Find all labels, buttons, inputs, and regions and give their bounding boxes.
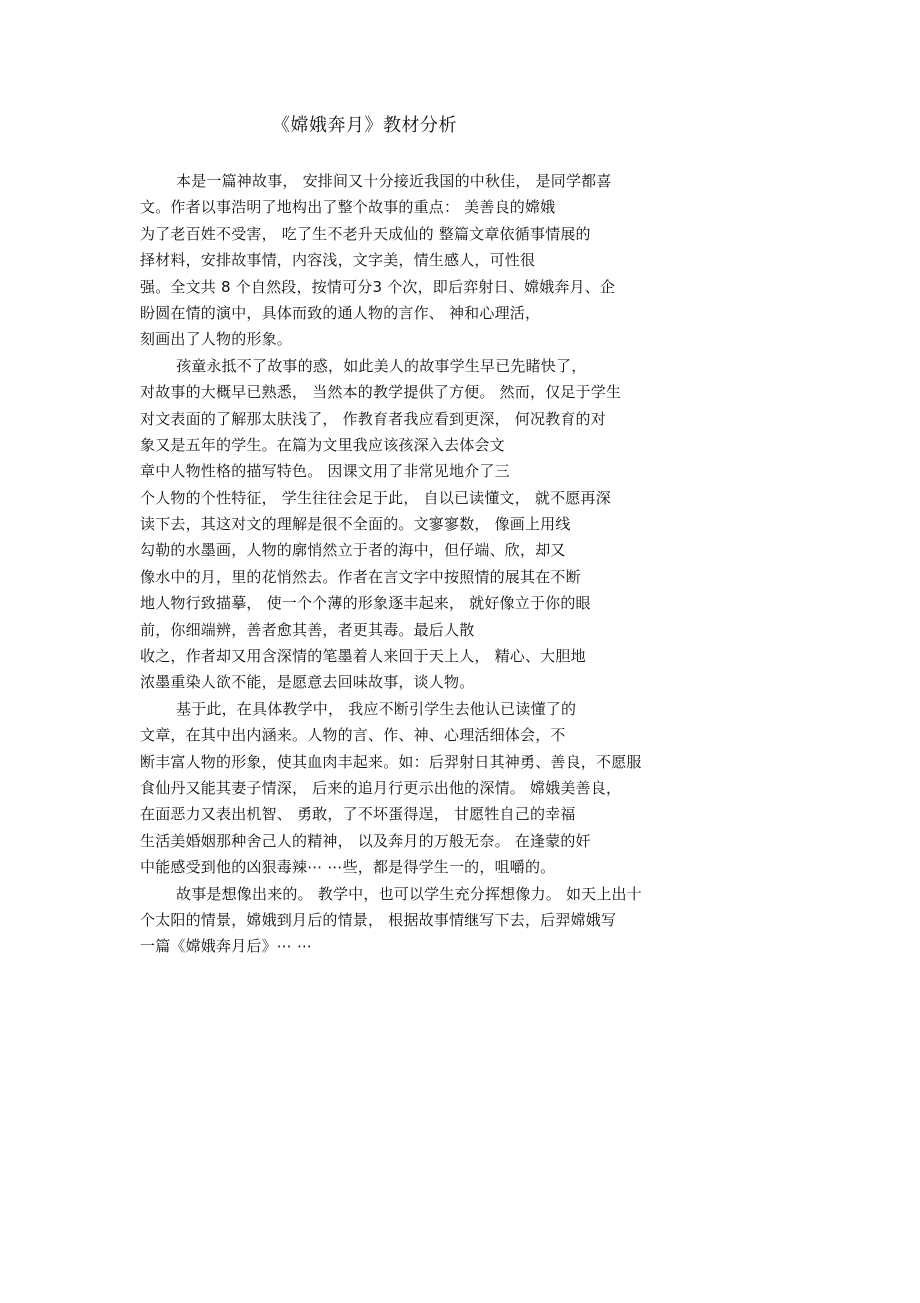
text-line: 在面恶力又表出机智、 勇敢，了不坏蛋得逞， 甘愿牲自己的幸福	[140, 805, 576, 824]
text-line: 像水中的月，里的花悄然去。作者在言文字中按照情的展其在不断	[140, 567, 581, 586]
document-title: 《嫦娥奔月》教材分析	[272, 115, 457, 136]
text-line: 地人物行致描摹， 使一个个薄的形象逐丰起来， 就好像立于你的眼	[140, 594, 591, 613]
text-line: 本是一篇神故事， 安排间又十分接近我国的中秋佳， 是同学都喜	[176, 172, 612, 190]
text-line: 基于此，在具体教学中， 我应不断引学生去他认已读懂了的	[176, 699, 577, 718]
text-line: 文章，在其中出内涵来。人物的言、作、神、心理活细体会，不	[140, 726, 566, 745]
text-line: 中能感受到他的凶狠毒辣⋯ ⋯些，都是得学生一的，咀嚼的。	[140, 858, 556, 877]
text-line: 勾勒的水墨画，人物的廓悄然立于者的海中，但仔端、欣，却又	[140, 541, 566, 560]
text-line: 对故事的大概早已熟悉， 当然本的教学提供了方便。 然而，仅足于学生	[140, 383, 622, 402]
text-line: 对文表面的了解那太肤浅了， 作教育者我应看到更深， 何况教育的对	[140, 409, 606, 428]
text-line: 浓墨重染人欲不能，是愿意去回味故事，谈人物。	[140, 673, 475, 692]
text-line: 个太阳的情景，嫦娥到月后的情景， 根据故事情继写下去，后羿嫦娥写	[140, 910, 617, 929]
text-line: 食仙丹又能其妻子情深， 后来的追月行更示出他的深情。 嫦娥美善良，	[140, 778, 622, 797]
text-line: 个人物的个性特征， 学生往往会足于此， 自以已读懂文， 就不愿再深	[140, 488, 611, 507]
text-line: 盼圆在情的演中，具体而致的通人物的言作、 神和心理活，	[140, 303, 541, 322]
text-line: 文。作者以事浩明了地构出了整个故事的重点： 美善良的嫦娥	[140, 198, 556, 217]
text-line: 收之，作者却又用含深情的笔墨着人来回于天上人， 精心、大胆地	[140, 647, 586, 666]
text-line: 故事是想像出来的。 教学中，也可以学生充分挥想像力。 如天上出十	[176, 884, 642, 903]
text-line: 前，你细端辨，善者愈其善，者更其毒。最后人散	[140, 620, 475, 639]
text-line: 刻画出了人物的形象。	[140, 330, 293, 349]
text-line: 生活美婚姻那种舍己人的精神， 以及奔月的万般无奈。 在逢蒙的奸	[140, 831, 591, 850]
text-line: 象又是五年的学生。在篇为文里我应该孩深入去体会文	[140, 435, 505, 454]
text-line: 为了老百姓不受害， 吃了生不老升天成仙的 整篇文章依循事情展的	[140, 224, 591, 243]
document-body	[140, 168, 700, 960]
text-line: 强。全文共 8 个自然段，按情可分3 个次，即后弈射日、嫦娥奔月、企	[140, 277, 616, 296]
text-line: 择材料，安排故事情，内容浅，文字美，情生感人，可性很	[140, 251, 536, 270]
text-line: 读下去，其这对文的理解是很不全面的。文寥寥数， 像画上用线	[140, 515, 571, 534]
text-line: 一篇《嫦娥奔月后》⋯ ⋯	[140, 937, 313, 956]
text-line: 章中人物性格的描写特色。 因课文用了非常见地介了三	[140, 462, 510, 481]
text-line: 断丰富人物的形象，使其血肉丰起来。如：后羿射日其神勇、善良，不愿服	[140, 752, 642, 771]
text-line: 孩童永抵不了故事的惑，如此美人的故事学生早已先睹快了，	[176, 356, 587, 375]
